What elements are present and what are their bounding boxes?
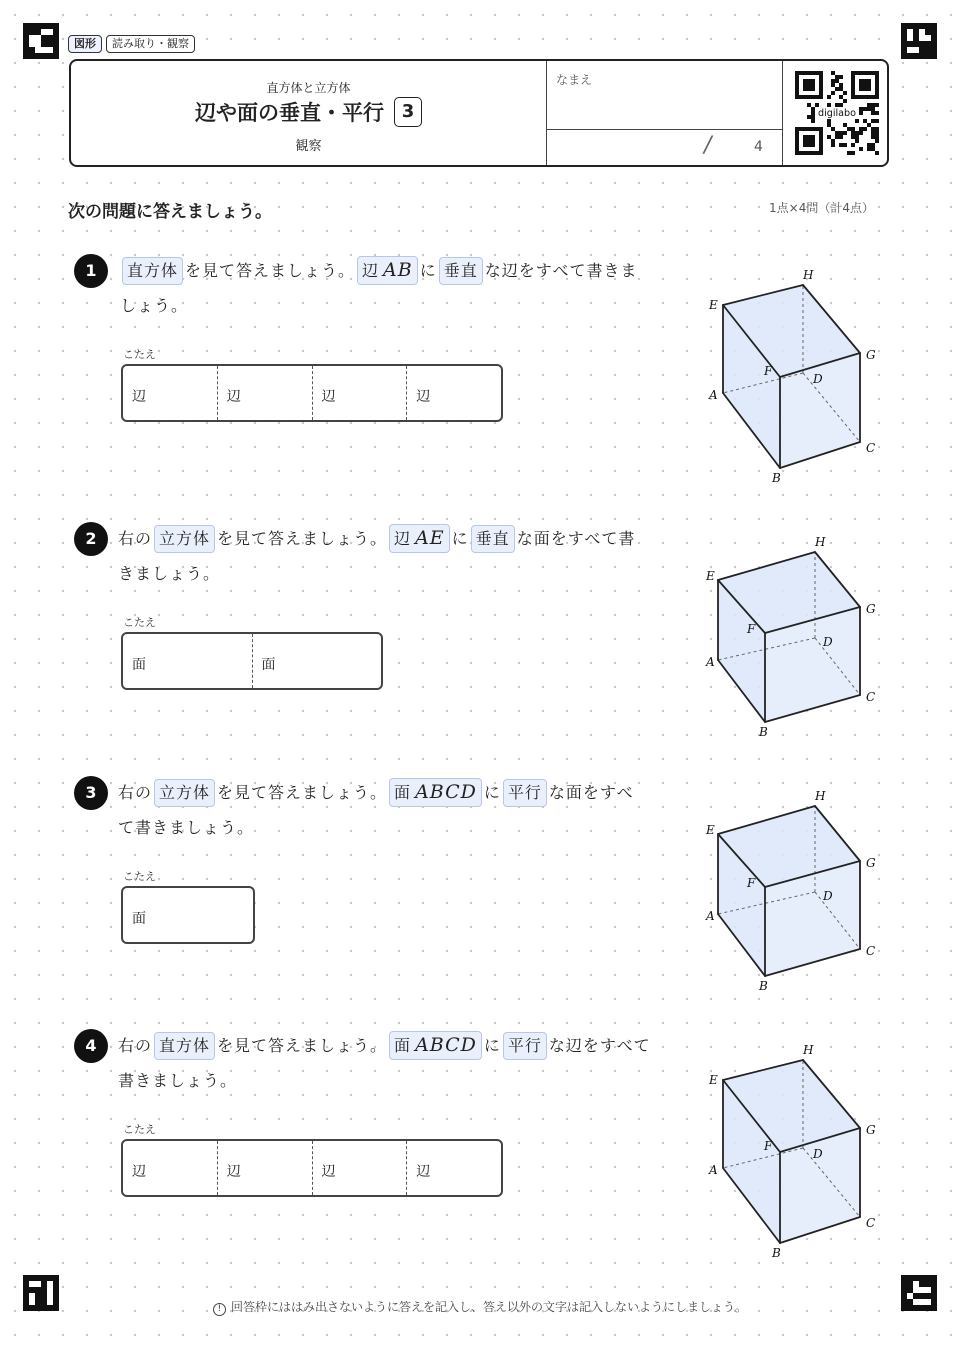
keyword-shape: 立方体	[154, 779, 215, 807]
vertex-label-H: H	[815, 789, 826, 803]
target-kind: 面	[394, 1036, 412, 1055]
footer-text: 回答枠にははみ出さないように答えを記入し、答え以外の文字は記入しないようにしましょう。	[230, 1300, 747, 1314]
text-segment: を見て答えましょう。	[185, 261, 356, 280]
answer-cell[interactable]	[312, 1141, 407, 1195]
vertex-label-E: E	[709, 1073, 718, 1087]
question-number: 3	[74, 776, 108, 810]
answer-cell[interactable]	[123, 888, 253, 942]
question-text	[118, 775, 698, 845]
corner-marker-top-right	[901, 23, 937, 59]
solid-figure	[690, 491, 910, 739]
qr-module	[867, 147, 871, 151]
text-segment: を見て答えましょう。	[217, 783, 388, 802]
vertex-label-B: B	[772, 471, 781, 485]
answer-cell-prefix: 面	[132, 657, 146, 673]
vertex-label-E: E	[706, 569, 715, 583]
answer-box[interactable]	[121, 364, 503, 422]
qr-module	[867, 103, 871, 107]
qr-module	[839, 95, 843, 99]
qr-module	[851, 131, 855, 135]
qr-module	[839, 83, 843, 87]
keyword-shape: 直方体	[154, 1032, 215, 1060]
keyword-target	[357, 256, 418, 285]
vertex-label-B: B	[772, 1246, 781, 1260]
qr-module	[875, 135, 879, 139]
answer-cell[interactable]	[406, 1141, 501, 1195]
question-line-1	[120, 253, 700, 288]
answer-cell-prefix: 辺	[416, 1164, 431, 1180]
qr-module	[875, 103, 879, 107]
keyword-relation: 垂直	[439, 257, 483, 285]
qr-module	[859, 127, 863, 131]
qr-module	[859, 131, 863, 135]
worksheet-title	[71, 97, 546, 127]
vertex-label-A: A	[706, 909, 715, 923]
vertex-label-C: C	[866, 1216, 876, 1230]
qr-module	[831, 143, 835, 147]
points-info: 1点×4問（計4点）	[769, 201, 874, 215]
target-kind: 辺	[394, 529, 412, 548]
qr-finder-core	[803, 135, 815, 147]
answer-cell-prefix: 面	[261, 657, 276, 673]
qr-module	[871, 119, 875, 123]
solid-figure	[690, 223, 910, 485]
qr-module	[863, 119, 867, 123]
qr-module	[811, 111, 815, 115]
name-field[interactable]	[546, 61, 783, 130]
vertex-label-F: F	[764, 1139, 773, 1153]
score-total: 4	[754, 139, 763, 155]
score-field[interactable]	[546, 129, 783, 165]
corner-marker-top-left	[23, 23, 59, 59]
qr-module	[871, 107, 875, 111]
keyword-relation: 垂直	[471, 525, 515, 553]
instruction-heading: 次の問題に答えましょう。	[68, 202, 272, 222]
answer-cell[interactable]	[123, 366, 217, 420]
answer-cell-prefix: 辺	[321, 389, 336, 405]
name-label: なまえ	[556, 73, 593, 87]
vertex-label-F: F	[747, 622, 756, 636]
question-line-1	[118, 1028, 698, 1063]
qr-module	[835, 135, 839, 139]
vertex-label-F: F	[764, 364, 773, 378]
qr-module	[835, 75, 839, 79]
keyword-relation: 平行	[503, 779, 547, 807]
qr-module	[839, 75, 843, 79]
question-line-2: きましょう。	[118, 564, 221, 583]
keyword-shape: 直方体	[122, 257, 183, 285]
vertex-label-H: H	[803, 268, 814, 282]
qr-module	[827, 119, 831, 123]
qr-module	[859, 111, 863, 115]
qr-module	[871, 103, 875, 107]
qr-module	[867, 107, 871, 111]
qr-module	[851, 135, 855, 139]
qr-module	[811, 107, 815, 111]
qr-module	[871, 147, 875, 151]
solid-figure	[690, 998, 910, 1260]
answer-box[interactable]	[121, 632, 383, 690]
answer-cell[interactable]	[217, 1141, 312, 1195]
answer-cell[interactable]	[252, 634, 382, 688]
answer-cell[interactable]	[312, 366, 407, 420]
qr-module	[871, 111, 875, 115]
qr-module	[851, 143, 855, 147]
qr-module	[871, 131, 875, 135]
qr-module	[807, 115, 811, 119]
vertex-label-A: A	[709, 388, 718, 402]
question-line-2: 書きましょう。	[118, 1071, 238, 1090]
keyword-relation: 平行	[503, 1032, 547, 1060]
qr-module	[831, 71, 835, 75]
vertex-label-D: D	[813, 372, 823, 386]
qr-module	[847, 151, 851, 155]
text-segment: な面をすべて書	[516, 529, 636, 548]
unit-subtitle: 直方体と立方体	[266, 81, 351, 95]
worksheet-number: 3	[394, 97, 422, 127]
text-segment: 右の	[118, 783, 153, 802]
qr-module	[835, 79, 839, 83]
question-text	[118, 521, 698, 591]
qr-module	[843, 123, 847, 127]
qr-module	[835, 103, 839, 107]
answer-cell[interactable]	[406, 366, 501, 420]
info-icon: !	[213, 1303, 226, 1316]
text-segment: を見て答えましょう。	[217, 529, 388, 548]
target-symbol: AE	[415, 527, 445, 549]
text-segment: に	[451, 529, 469, 548]
keyword-target	[389, 778, 482, 807]
vertex-label-E: E	[706, 823, 715, 837]
text-segment: な面をすべ	[548, 783, 634, 802]
text-segment: に	[483, 1036, 501, 1055]
answer-cell-prefix: 辺	[226, 1164, 241, 1180]
answer-cell-prefix: 辺	[132, 389, 146, 405]
answer-cell-prefix: 辺	[321, 1164, 336, 1180]
question-number: 4	[74, 1029, 108, 1063]
question-line-2: て書きましょう。	[118, 818, 255, 837]
qr-module	[875, 119, 879, 123]
vertex-label-C: C	[866, 690, 876, 704]
vertex-label-H: H	[803, 1043, 814, 1057]
qr-module	[875, 131, 879, 135]
text-segment: 右の	[118, 1036, 153, 1055]
vertex-label-B: B	[759, 725, 768, 739]
vertex-label-C: C	[866, 441, 876, 455]
qr-module	[875, 139, 879, 143]
keyword-shape: 立方体	[154, 525, 215, 553]
question-line-2: しょう。	[120, 296, 189, 315]
qr-module	[875, 111, 879, 115]
qr-module	[835, 87, 839, 91]
qr-code-icon	[795, 71, 879, 155]
vertex-label-D: D	[813, 1147, 823, 1161]
answer-cell[interactable]	[123, 1141, 217, 1195]
qr-module	[831, 91, 835, 95]
qr-module	[839, 143, 843, 147]
vertex-label-H: H	[815, 535, 826, 549]
vertex-label-G: G	[866, 1123, 876, 1137]
footer-note	[0, 1298, 960, 1316]
answer-label: こたえ	[123, 1123, 156, 1136]
qr-module	[807, 103, 811, 107]
category-tag: 図形	[68, 35, 102, 53]
text-segment: な辺をすべて	[548, 1036, 651, 1055]
qr-module	[827, 103, 831, 107]
text-segment: に	[483, 783, 501, 802]
answer-label: こたえ	[123, 348, 156, 361]
text-segment: 右の	[118, 529, 153, 548]
qr-finder-core	[859, 79, 871, 91]
qr-module	[827, 95, 831, 99]
qr-module	[843, 143, 847, 147]
vertex-label-E: E	[709, 298, 718, 312]
vertex-label-C: C	[866, 944, 876, 958]
text-segment: に	[419, 261, 437, 280]
qr-module	[835, 131, 839, 135]
qr-module	[811, 115, 815, 119]
qr-module	[847, 127, 851, 131]
qr-module	[831, 127, 835, 131]
qr-module	[871, 143, 875, 147]
text-segment: な辺をすべて書きま	[484, 261, 638, 280]
score-slash: /	[704, 133, 712, 158]
qr-module	[863, 107, 867, 111]
qr-module	[843, 131, 847, 135]
qr-module	[855, 131, 859, 135]
qr-module	[815, 103, 819, 107]
question-line-1	[118, 775, 698, 810]
vertex-label-B: B	[759, 979, 768, 993]
answer-cell-prefix: 面	[132, 911, 146, 927]
title-text: 辺や面の垂直・平行	[195, 101, 384, 125]
vertex-label-F: F	[747, 876, 756, 890]
question-number: 2	[74, 522, 108, 556]
vertex-label-G: G	[866, 856, 876, 870]
qr-module	[851, 127, 855, 131]
qr-module	[839, 135, 843, 139]
qr-module	[827, 123, 831, 127]
qr-module	[871, 127, 875, 131]
qr-module	[827, 135, 831, 139]
qr-module	[867, 123, 871, 127]
vertex-label-A: A	[706, 655, 715, 669]
qr-module	[851, 151, 855, 155]
answer-cell[interactable]	[217, 366, 312, 420]
qr-module	[859, 107, 863, 111]
vertex-label-A: A	[709, 1163, 718, 1177]
question-text	[118, 1028, 698, 1098]
qr-module	[831, 83, 835, 87]
qr-module	[855, 119, 859, 123]
vertex-label-D: D	[823, 635, 833, 649]
answer-cell-prefix: 辺	[132, 1164, 146, 1180]
vertex-label-D: D	[823, 889, 833, 903]
qr-module	[855, 135, 859, 139]
answer-box[interactable]	[121, 886, 255, 944]
qr-module	[843, 99, 847, 103]
text-segment: を見て答えましょう。	[217, 1036, 388, 1055]
qr-module	[859, 147, 863, 151]
qr-module	[839, 103, 843, 107]
answer-cell-prefix: 辺	[226, 389, 241, 405]
answer-label: こたえ	[123, 870, 156, 883]
qr-finder-core	[803, 79, 815, 91]
target-kind: 面	[394, 783, 412, 802]
qr-module	[875, 127, 879, 131]
vertex-label-G: G	[866, 348, 876, 362]
qr-module	[839, 87, 843, 91]
qr-module	[811, 119, 815, 123]
target-kind: 辺	[362, 261, 380, 280]
qr-module	[831, 79, 835, 83]
question-number: 1	[74, 254, 108, 288]
question-text	[120, 253, 700, 323]
answer-cell[interactable]	[123, 634, 252, 688]
qr-module	[855, 139, 859, 143]
title-block	[71, 61, 547, 165]
keyword-target	[389, 1031, 482, 1060]
target-symbol: ABCD	[415, 781, 477, 803]
keyword-target	[389, 524, 450, 553]
worksheet-category: 観察	[295, 139, 322, 154]
skill-tag: 読み取り・観察	[106, 35, 195, 53]
qr-module	[839, 131, 843, 135]
qr-module	[843, 91, 847, 95]
vertex-label-G: G	[866, 602, 876, 616]
category-tags	[68, 35, 195, 53]
qr-module	[863, 127, 867, 131]
worksheet-header	[69, 59, 889, 167]
question-line-1	[118, 521, 698, 556]
qr-label: digilabo	[817, 108, 857, 120]
qr-module	[871, 135, 875, 139]
qr-module	[867, 143, 871, 147]
answer-label: こたえ	[123, 616, 156, 629]
solid-figure	[690, 745, 910, 993]
qr-module	[831, 139, 835, 143]
target-symbol: AB	[383, 259, 413, 281]
answer-box[interactable]	[121, 1139, 503, 1197]
answer-cell-prefix: 辺	[416, 389, 431, 405]
qr-module	[875, 151, 879, 155]
target-symbol: ABCD	[415, 1034, 477, 1056]
